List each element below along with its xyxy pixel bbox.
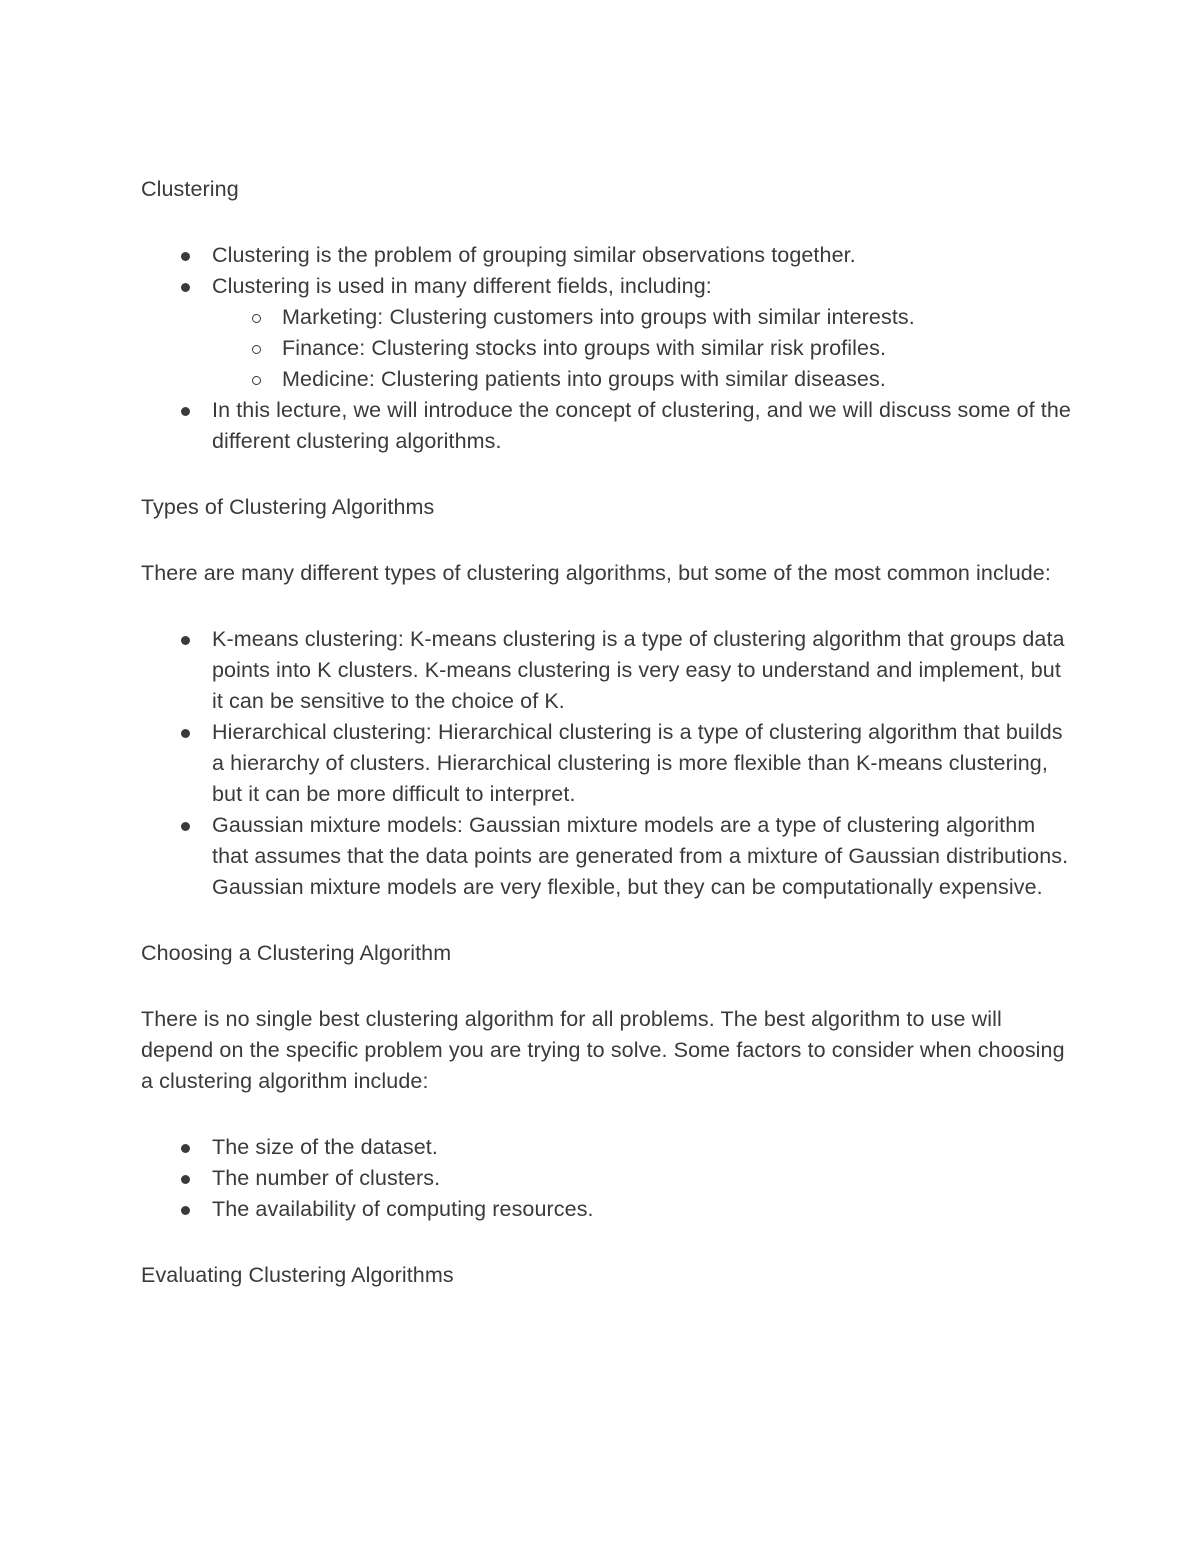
list-item <box>141 624 1071 717</box>
sub-list-item <box>212 333 1071 364</box>
heading-evaluating-algorithms: Evaluating Clustering Algorithms <box>141 1263 454 1287</box>
list-item-text: Clustering is the problem of grouping similar observations together. <box>212 243 856 267</box>
bullet-icon <box>181 1206 190 1215</box>
hollow-bullet-icon <box>252 314 261 323</box>
list-item <box>141 717 1071 810</box>
factors-bullet-list <box>141 1132 1071 1225</box>
bullet-icon <box>181 1144 190 1153</box>
list-item-text: The availability of computing resources. <box>212 1197 594 1221</box>
bullet-icon <box>181 252 190 261</box>
bullet-icon <box>181 283 190 292</box>
sub-list-item <box>212 364 1071 395</box>
types-intro-paragraph: There are many different types of clustering algorithms, but some of the most common include: <box>141 561 1051 585</box>
heading-types-of-clustering: Types of Clustering Algorithms <box>141 495 435 519</box>
intro-bullet-list <box>141 240 1071 457</box>
bullet-icon <box>181 1175 190 1184</box>
list-item <box>141 1163 1071 1194</box>
sub-list-item-text: Medicine: Clustering patients into groups with similar diseases. <box>282 367 886 391</box>
bullet-icon <box>181 729 190 738</box>
list-item-text: K-means clustering: K-means clustering is a type of clustering algorithm that groups data points into K clusters. K-means clustering is very easy to understand and implement, but it can be sensitive to the choice of K. <box>212 627 1065 713</box>
list-item <box>141 395 1071 457</box>
fields-sub-list <box>212 302 1071 395</box>
list-item-text: Hierarchical clustering: Hierarchical clustering is a type of clustering algorithm that builds a hierarchy of clusters. Hierarchical clustering is more flexible than K-means clustering, but it can be more difficult to interpret. <box>212 720 1063 806</box>
heading-choosing-algorithm: Choosing a Clustering Algorithm <box>141 941 452 965</box>
types-bullet-list <box>141 624 1071 903</box>
list-item <box>141 271 1071 395</box>
sub-list-item <box>212 302 1071 333</box>
list-item <box>141 240 1071 271</box>
list-item <box>141 1132 1071 1163</box>
choosing-paragraph: There is no single best clustering algorithm for all problems. The best algorithm to use will depend on the specific problem you are trying to solve. Some factors to consider when choosing a clustering algorithm include: <box>141 1007 1065 1093</box>
list-item <box>141 1194 1071 1225</box>
bullet-icon <box>181 407 190 416</box>
list-item-text: Clustering is used in many different fields, including: <box>212 274 712 298</box>
list-item <box>141 810 1071 903</box>
bullet-icon <box>181 636 190 645</box>
heading-clustering: Clustering <box>141 177 239 201</box>
list-item-text: In this lecture, we will introduce the concept of clustering, and we will discuss some of the different clustering algorithms. <box>212 398 1071 453</box>
list-item-text: The number of clusters. <box>212 1166 441 1190</box>
list-item-text: Gaussian mixture models: Gaussian mixture models are a type of clustering algorithm that assumes that the data points are generated from a mixture of Gaussian distributions. Gaussian mixture models are very flexible, but they can be computationally expensive. <box>212 813 1069 899</box>
hollow-bullet-icon <box>252 345 261 354</box>
sub-list-item-text: Finance: Clustering stocks into groups with similar risk profiles. <box>282 336 887 360</box>
hollow-bullet-icon <box>252 376 261 385</box>
list-item-text: The size of the dataset. <box>212 1135 438 1159</box>
sub-list-item-text: Marketing: Clustering customers into groups with similar interests. <box>282 305 915 329</box>
document-page <box>141 174 1071 1326</box>
bullet-icon <box>181 822 190 831</box>
